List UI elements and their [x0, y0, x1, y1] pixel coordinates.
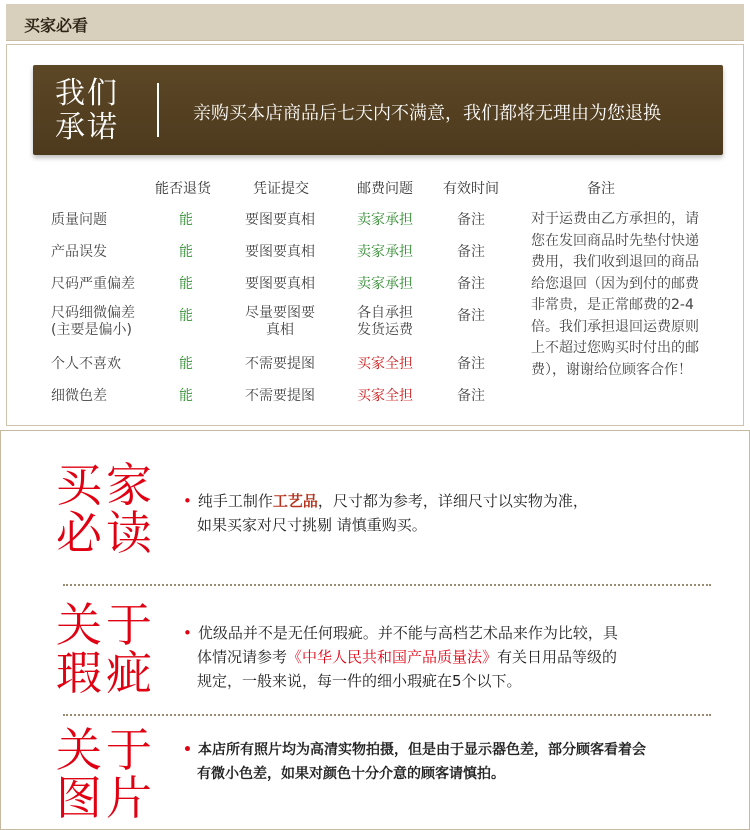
table-row	[7, 353, 527, 383]
column-header-postage: 邮费问题	[357, 181, 413, 197]
row-proof: 要图要真相	[245, 212, 315, 228]
row-proof: 不需要提图	[245, 388, 315, 404]
row-issue: 产品误发	[51, 244, 107, 260]
table-row	[7, 209, 527, 239]
row-valid: 备注	[457, 212, 485, 228]
note-text: 对于运费由乙方承担的，请您在发回商品时先垫付快递费用，我们收到退回的商品给您退回（因为到付的邮费非常贵，是正常邮费的2-4倍。我们承担退回运费原则上不超过您购买时付出的邮费），谢谢给位顾客合作！	[531, 211, 699, 378]
promise-title: 我们承诺	[55, 76, 119, 145]
return-policy-panel	[6, 44, 744, 426]
row-valid: 备注	[457, 388, 485, 404]
row-postage: 买家全担	[357, 388, 413, 404]
row-returnable: 能	[179, 276, 193, 292]
promise-banner	[33, 65, 723, 155]
row-valid: 备注	[457, 244, 485, 260]
section-heading: 关于 图片	[56, 723, 156, 825]
promise-text: 亲购买本店商品后七天内不满意，我们都将无理由为您退换	[193, 103, 661, 124]
bullet-icon: •	[183, 492, 192, 510]
row-returnable: 能	[179, 244, 193, 260]
section-text: • 优级品并不是无任何瑕疵。并不能与高档艺术品来作为比较，具 体情况请参考《中华人民共和国产品质量法》有关日用品等级的 规定，一般来说，每一件的细小瑕疵在5个以下。	[183, 624, 618, 690]
row-returnable: 能	[179, 308, 193, 324]
row-returnable: 能	[179, 212, 193, 228]
row-returnable: 能	[179, 388, 193, 404]
row-valid: 备注	[457, 308, 485, 324]
row-valid: 备注	[457, 356, 485, 372]
column-header-proof: 凭证提交	[253, 181, 309, 197]
section-heading: 关于 瑕疵	[56, 598, 156, 700]
row-proof: 尽量要图要 真相	[245, 305, 315, 338]
header-bar	[6, 4, 744, 41]
table-row	[7, 273, 527, 303]
dotted-divider	[63, 714, 711, 716]
dotted-divider	[63, 584, 711, 586]
row-postage: 买家全担	[357, 356, 413, 372]
section-text: • 纯手工制作工艺品，尺寸都为参考，详细尺寸以实物为准， 如果买家对尺寸挑剔 请慎重购买。	[183, 492, 588, 534]
row-proof: 不需要提图	[245, 356, 315, 372]
bullet-icon: •	[183, 624, 192, 642]
row-returnable: 能	[179, 356, 193, 372]
table-row	[7, 241, 527, 271]
buyer-notice-panel	[0, 430, 750, 830]
row-postage: 卖家承担	[357, 276, 413, 292]
row-postage: 卖家承担	[357, 212, 413, 228]
page-title: 买家必看	[24, 16, 89, 35]
banner-divider	[157, 83, 159, 137]
row-proof: 要图要真相	[245, 276, 315, 292]
row-issue: 尺码严重偏差	[51, 276, 135, 292]
row-issue: 个人不喜欢	[51, 356, 121, 372]
table-row	[7, 385, 527, 415]
section-heading: 买家 必读	[56, 458, 156, 560]
row-issue: 质量问题	[51, 212, 107, 228]
row-issue: 尺码细微偏差 (主要是偏小)	[51, 305, 135, 338]
row-postage: 各自承担 发货运费	[357, 305, 413, 338]
row-proof: 要图要真相	[245, 244, 315, 260]
column-header-valid-time: 有效时间	[443, 181, 499, 197]
column-header-note: 备注	[587, 181, 615, 197]
row-postage: 卖家承担	[357, 244, 413, 260]
column-header-returnable: 能否退货	[155, 181, 211, 197]
section-text: • 本店所有照片均为高清实物拍摄，但是由于显示器色差，部分顾客看着会 有微小色差，如果对颜色十分介意的顾客请慎拍。	[183, 742, 646, 782]
table-row	[7, 305, 527, 345]
row-issue: 细微色差	[51, 388, 107, 404]
row-valid: 备注	[457, 276, 485, 292]
bullet-icon: •	[183, 742, 192, 758]
